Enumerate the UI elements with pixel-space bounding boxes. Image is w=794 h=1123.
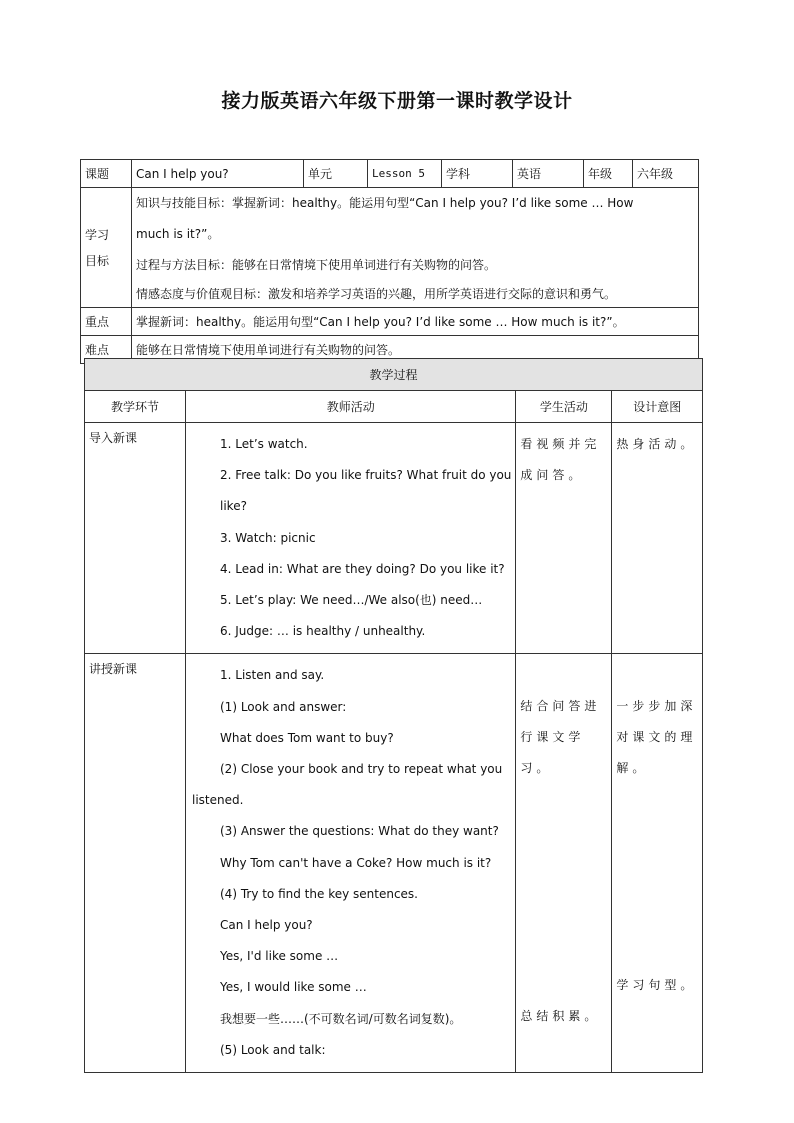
student-activity-line: 总结积累。 <box>520 1009 601 1024</box>
teacher-activity-cell <box>186 423 516 654</box>
key-point-text: 掌握新词：healthy。能运用句型“Can I help you? I’d like some … How much is it?”。 <box>132 308 699 336</box>
teacher-step: (3) Answer the questions: What do they want? <box>220 824 499 839</box>
design-intent-line: 热身活动。 <box>616 437 697 451</box>
key-point-label: 重点 <box>81 308 132 336</box>
teacher-step: (2) Close your book and try to repeat what you <box>220 762 503 777</box>
teacher-step: like? <box>220 499 247 514</box>
header-teacher: 教师活动 <box>186 391 516 423</box>
objectives-label-line: 学习 <box>85 227 110 242</box>
info-row <box>81 160 699 188</box>
document-title: 接力版英语六年级下册第一课时教学设计 <box>221 90 573 112</box>
teacher-step: listened. <box>192 793 244 808</box>
teacher-step: Why Tom can't have a Coke? How much is it? <box>220 855 492 870</box>
teaching-process-table <box>84 358 703 1073</box>
teacher-step: Yes, I would like some … <box>220 980 367 995</box>
grade-label: 年级 <box>584 160 633 188</box>
design-intent-cell <box>612 654 703 1073</box>
objectives-label-line: 目标 <box>85 253 110 268</box>
unit-value: Lesson 5 <box>368 160 442 188</box>
unit-label: 单元 <box>304 160 368 188</box>
objectives-row <box>81 188 699 308</box>
objectives-content <box>132 188 699 308</box>
subject-value: 英语 <box>513 160 584 188</box>
teacher-step: 6. Judge: … is healthy / unhealthy. <box>220 624 426 639</box>
stage-cell: 导入新课 <box>85 423 186 654</box>
student-activity-cell <box>516 423 612 654</box>
teacher-step: 3. Watch: picnic <box>220 530 316 545</box>
teacher-step: 1. Listen and say. <box>220 668 325 683</box>
process-banner-row <box>85 359 703 391</box>
design-intent-line: 学习句型。 <box>616 978 697 993</box>
topic-label: 课题 <box>81 160 132 188</box>
teacher-step: 2. Free talk: Do you like fruits? What fruit do you <box>220 468 512 483</box>
student-activity-line: 结合问答进 <box>520 699 601 714</box>
lesson-info-table <box>80 159 699 364</box>
stage-cell: 讲授新课 <box>85 654 186 1073</box>
difficulty-label: 难点 <box>81 336 132 364</box>
process-banner: 教学过程 <box>85 359 703 391</box>
header-student: 学生活动 <box>516 391 612 423</box>
teacher-step: 1. Let’s watch. <box>220 437 308 451</box>
key-point-row <box>81 308 699 336</box>
teacher-step: Yes, I'd like some … <box>220 949 339 964</box>
process-row <box>85 423 703 654</box>
teacher-step: (1) Look and answer: <box>220 699 347 714</box>
student-activity-line: 看视频并完 <box>520 437 601 451</box>
header-stage: 教学环节 <box>85 391 186 423</box>
topic-value: Can I help you? <box>132 160 304 188</box>
teacher-step: 我想要一些……(不可数名词/可数名词复数)。 <box>220 1011 462 1026</box>
design-intent-cell <box>612 423 703 654</box>
student-activity-line: 行课文学习。 <box>520 730 585 776</box>
process-header-row <box>85 391 703 423</box>
objective-knowledge: 知识与技能目标：掌握新词：healthy。能运用句型“Can I help you? I’d like some … How <box>136 196 634 210</box>
teacher-step: (5) Look and talk: <box>220 1042 326 1057</box>
objective-process: 过程与方法目标：能够在日常情境下使用单词进行有关购物的问答。 <box>136 258 497 272</box>
teacher-step: (4) Try to find the key sentences. <box>220 886 418 901</box>
objective-emotion: 情感态度与价值观目标：激发和培养学习英语的兴趣，用所学英语进行交际的意识和勇气。 <box>136 287 617 301</box>
teacher-step: What does Tom want to buy? <box>220 730 394 745</box>
design-intent-line: 一步步加深 <box>616 699 697 714</box>
process-row <box>85 654 703 1073</box>
design-intent-line: 解。 <box>616 761 649 776</box>
teacher-activity-cell <box>186 654 516 1073</box>
student-activity-cell <box>516 654 612 1073</box>
grade-value: 六年级 <box>633 160 699 188</box>
design-intent-line: 对课文的理 <box>616 730 697 745</box>
objective-knowledge-cont: much is it?”。 <box>136 227 220 241</box>
objectives-label <box>81 188 132 308</box>
subject-label: 学科 <box>442 160 513 188</box>
header-intent: 设计意图 <box>612 391 703 423</box>
teacher-step: 4. Lead in: What are they doing? Do you like it? <box>220 561 505 576</box>
difficulty-text: 能够在日常情境下使用单词进行有关购物的问答。 <box>132 336 699 364</box>
teacher-step: Can I help you? <box>220 918 313 933</box>
teacher-step: 5. Let’s play: We need…/We also(也) need… <box>220 593 483 608</box>
student-activity-line: 成问答。 <box>520 468 585 482</box>
